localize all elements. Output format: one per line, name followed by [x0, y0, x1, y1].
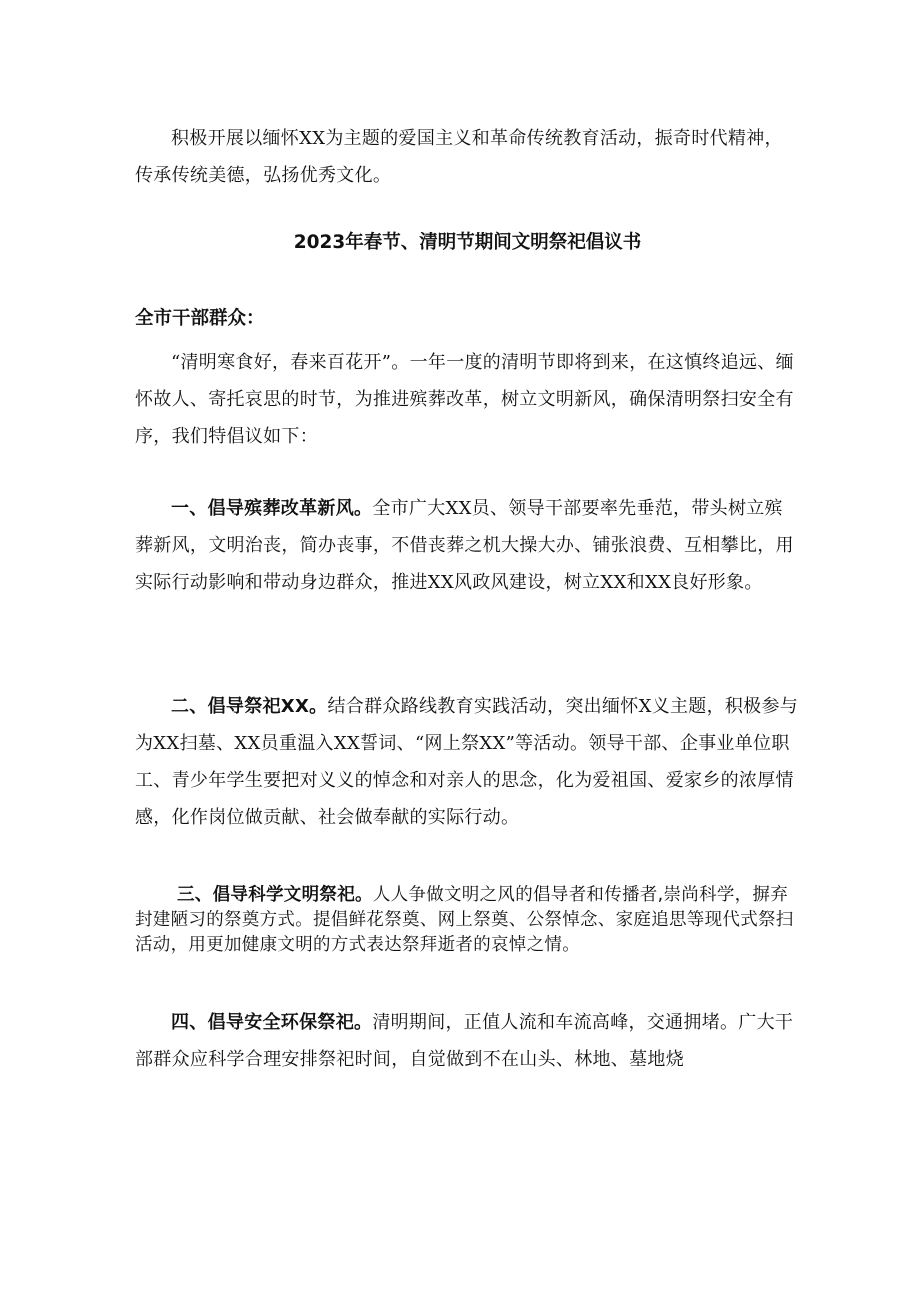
item-body-1: 全市广大XX员、领导干部要率先垂范，带头树立殡葬新风，文明治丧，简办丧事，不借丧葬之机大操大办、铺张浪费、互相攀比，用实际行动影响和带动身边群众，推进XX风政风建设，树立XX和XX良好形象。 — [135, 498, 794, 593]
item-heading-2: 二、倡导祭祀XX。 — [171, 696, 328, 717]
item-paragraph-1 — [135, 490, 800, 601]
item-paragraph-4 — [135, 1004, 800, 1078]
item-paragraph-2 — [135, 688, 800, 836]
document-title: 2023年春节、清明节期间文明祭祀倡议书 — [293, 232, 642, 253]
opening-paragraph: “清明寒食好，春来百花开”。一年一度的清明节即将到来，在这慎终追远、缅怀故人、寄托哀思的时节，为推进殡葬改革，树立文明新风，确保清明祭扫安全有序，我们特倡议如下： — [135, 352, 794, 447]
item-body-2: 结合群众路线教育实践活动，突出缅怀X义主题，积极参与为XX扫墓、XX员重温入XX誓词、“网上祭XX”等活动。领导干部、企事业单位职工、青少年学生要把对义义的悼念和对亲人的思念，化为爱祖国、爱家乡的浓厚情感，化作岗位做贡献、社会做奉献的实际行动。 — [135, 696, 799, 828]
intro-paragraph: 积极开展以缅怀XX为主题的爱国主义和革命传统教育活动，振奇时代精神，传承传统美德，弘扬优秀文化。 — [135, 128, 783, 186]
item-paragraph-3 — [135, 883, 800, 958]
item-body-4: 清明期间，正值人流和车流高峰，交通拥堵。广大干部群众应科学合理安排祭祀时间，自觉做到不在山头、林地、墓地烧 — [135, 1012, 794, 1070]
salutation: 全市干部群众： — [135, 308, 265, 329]
item-body-3: 人人争做文明之风的倡导者和传播者,崇尚科学，摒弃封建陋习的祭奠方式。提倡鲜花祭奠、网上祭奠、公祭悼念、家庭追思等现代式祭扫活动，用更加健康文明的方式表达祭拜逝者的哀悼之情。 — [135, 885, 794, 955]
item-heading-1: 一、倡导殡葬改革新风。 — [171, 498, 373, 519]
item-heading-3: 三、倡导科学文明祭祀。 — [177, 885, 373, 905]
item-heading-4: 四、倡导安全环保祭祀。 — [171, 1012, 373, 1033]
